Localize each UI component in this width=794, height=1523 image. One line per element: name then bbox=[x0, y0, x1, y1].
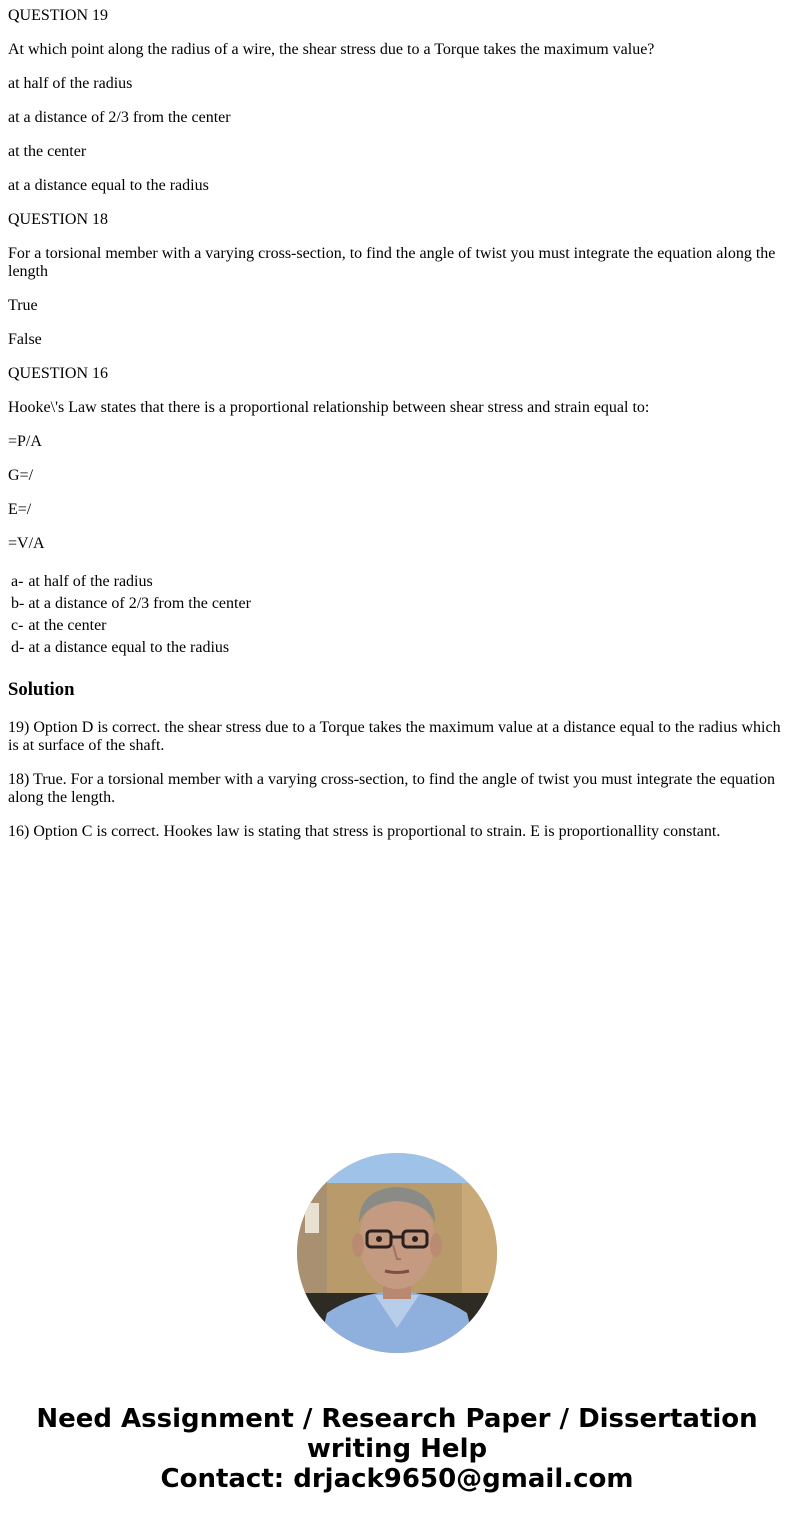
question-19-heading: QUESTION 19 bbox=[8, 7, 108, 24]
question-18-option-1: True bbox=[8, 297, 38, 314]
option-letter: d- bbox=[11, 639, 25, 656]
option-text: at the center bbox=[28, 617, 107, 634]
solution-heading: Solution bbox=[8, 679, 75, 700]
question-16-option-1: =P/A bbox=[8, 433, 42, 450]
question-16-heading: QUESTION 16 bbox=[8, 365, 108, 382]
question-19-option-2: at a distance of 2/3 from the center bbox=[8, 109, 231, 126]
question-16-option-4: =V/A bbox=[8, 535, 45, 552]
option-text: at a distance of 2/3 from the center bbox=[28, 595, 251, 612]
option-text: at half of the radius bbox=[28, 573, 153, 590]
question-18-text: For a torsional member with a varying cross-section, to find the angle of twist you must integrate the equation along the length bbox=[8, 245, 776, 280]
option-letter: a- bbox=[11, 573, 24, 590]
author-avatar bbox=[297, 1153, 497, 1353]
question-18-heading: QUESTION 18 bbox=[8, 211, 108, 228]
table-row bbox=[10, 594, 252, 614]
table-row bbox=[10, 638, 252, 658]
question-19-option-1: at half of the radius bbox=[8, 75, 133, 92]
solution-paragraph-19: 19) Option D is correct. the shear stress due to a Torque takes the maximum value at a distance equal to the radius which is at surface of the shaft. bbox=[8, 719, 781, 754]
footer-contact-email: Contact: drjack9650@gmail.com bbox=[160, 1464, 634, 1494]
solution-paragraph-18: 18) True. For a torsional member with a varying cross-section, to find the angle of twist you must integrate the equation along the length. bbox=[8, 771, 775, 806]
question-16-option-3: E=/ bbox=[8, 501, 32, 518]
footer-contact bbox=[0, 1404, 794, 1494]
footer-line-1: Need Assignment / Research Paper / Dissertation bbox=[36, 1404, 758, 1434]
solution-paragraph-16: 16) Option C is correct. Hookes law is stating that stress is proportional to strain. E is proportionallity constant. bbox=[8, 823, 721, 840]
question-16-text: Hooke\'s Law states that there is a proportional relationship between shear stress and strain equal to: bbox=[8, 399, 650, 416]
question-18-option-2: False bbox=[8, 331, 42, 348]
option-letter: c- bbox=[11, 617, 24, 634]
option-text: at a distance equal to the radius bbox=[28, 639, 230, 656]
footer-line-2: writing Help bbox=[306, 1434, 488, 1464]
question-19-option-3: at the center bbox=[8, 143, 87, 160]
options-table bbox=[8, 570, 254, 660]
question-19-text: At which point along the radius of a wire, the shear stress due to a Torque takes the maximum value? bbox=[8, 41, 655, 58]
portrait-illustration bbox=[297, 1153, 497, 1353]
table-row bbox=[10, 572, 252, 592]
question-16-option-2: G=/ bbox=[8, 467, 34, 484]
table-row bbox=[10, 616, 252, 636]
question-19-option-4: at a distance equal to the radius bbox=[8, 177, 209, 194]
option-letter: b- bbox=[11, 595, 25, 612]
